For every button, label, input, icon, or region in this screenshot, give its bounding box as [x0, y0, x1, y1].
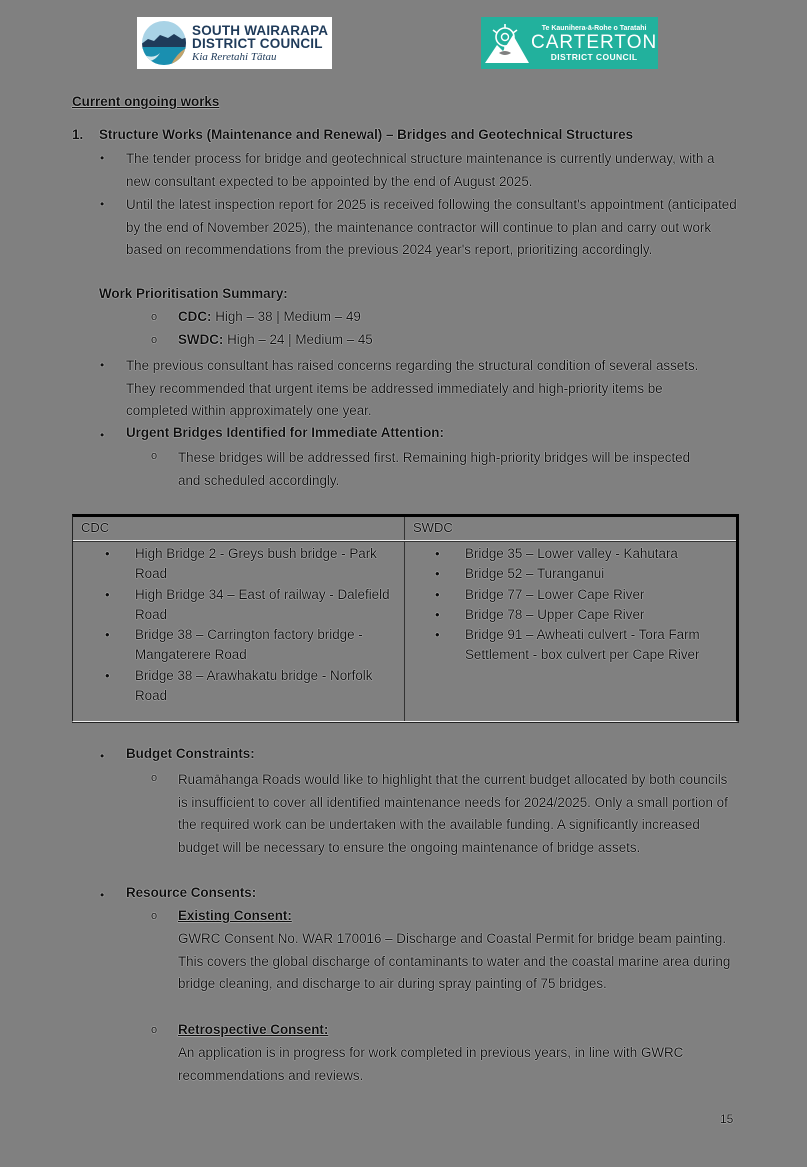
swdc-logo — [137, 17, 332, 69]
bullet-icon: • — [100, 749, 105, 763]
concern-paragraph: The previous consultant has raised concerns regarding the structural condition of several assets. They recommended that urgent items be addressed immediately and high-priority items be completed within approximately one year. — [126, 358, 699, 419]
table-header-cdc: CDC — [81, 520, 110, 535]
cdc-priority-values: High – 38 | Medium – 49 — [215, 309, 361, 324]
swdc-logo-line2: DISTRICT COUNCIL — [192, 36, 323, 51]
swdc-bridge-list — [435, 544, 735, 666]
table-row: • Bridge 38 – Arawhakatu bridge - Norfolk Road — [105, 666, 400, 707]
cdc-priority-row — [178, 309, 361, 324]
table-header-swdc: SWDC — [413, 520, 453, 535]
swdc-logo-line1: SOUTH WAIRARAPA — [192, 22, 329, 38]
urgent-subtext: These bridges will be addressed first. Remaining high-priority bridges will be inspected and scheduled accordingly. — [178, 450, 691, 488]
table-row: • Bridge 78 – Upper Cape River — [435, 605, 735, 625]
sub-bullet-icon: o — [151, 772, 158, 784]
table-row: • Bridge 35 – Lower valley - Kahutara — [435, 544, 735, 564]
table-row: • High Bridge 2 - Greys bush bridge - Park Road — [105, 544, 400, 585]
table-row: • Bridge 91 – Awheati culvert - Tora Farm Settlement - box culvert per Cape River — [435, 625, 735, 666]
inspection-paragraph: Until the latest inspection report for 2025 is received following the consultant's appointment (anticipated by the end of November 2025), the maintenance contractor will continue to plan and carry out work based on recommendations from the previous 2024 year's report, prioritizing accordingly. — [126, 197, 737, 258]
carterton-emblem-icon — [485, 23, 529, 63]
item-number: 1. — [72, 127, 84, 142]
swdc-priority-row — [178, 332, 373, 347]
table-row: • Bridge 77 – Lower Cape River — [435, 585, 735, 605]
table-row: • High Bridge 34 – East of railway - Dalefield Road — [105, 585, 400, 626]
retrospective-consent-heading: Retrospective Consent: — [178, 1022, 329, 1037]
cdc-bridge-list — [105, 544, 400, 706]
bullet-icon: • — [100, 358, 105, 372]
sub-bullet-icon: o — [151, 311, 158, 323]
page-number: 15 — [720, 1112, 734, 1126]
carterton-maori-name: Te Kaunihera-ā-Rohe o Taratahi — [541, 24, 647, 32]
carterton-name: CARTERTON — [531, 31, 658, 53]
existing-consent-text: GWRC Consent No. WAR 170016 – Discharge and Coastal Permit for bridge beam painting. This covers the global discharge of contaminants to water and the coastal marine area during bridge cleaning, and discharge to air during spray painting of 75 bridges. — [178, 931, 731, 992]
sub-bullet-icon: o — [151, 1024, 158, 1036]
column-divider — [404, 517, 405, 721]
item-title: Structure Works (Maintenance and Renewal) – Bridges and Geotechnical Structures — [99, 127, 634, 142]
existing-consent-heading: Existing Consent: — [178, 908, 292, 923]
sub-bullet-icon: o — [151, 450, 158, 462]
carterton-logo — [481, 17, 658, 69]
sub-bullet-icon: o — [151, 334, 158, 346]
tender-paragraph: The tender process for bridge and geotechnical structure maintenance is currently underway, with a new consultant expected to be appointed by the end of August 2025. — [126, 151, 715, 189]
consents-heading: Resource Consents: — [126, 885, 257, 900]
cdc-label: CDC: — [178, 309, 212, 324]
table-row: • Bridge 38 – Carrington factory bridge - Mangaterere Road — [105, 625, 400, 666]
table-row: • Bridge 52 – Turanganui — [435, 564, 735, 584]
bullet-icon: • — [100, 197, 105, 211]
prioritisation-heading: Work Prioritisation Summary: — [99, 286, 288, 301]
retrospective-consent-text: An application is in progress for work completed in previous years, in line with GWRC recommendations and reviews. — [178, 1045, 684, 1083]
budget-paragraph: Ruamāhanga Roads would like to highlight that the current budget allocated by both councils is insufficient to cover all identified maintenance needs for 2024/2025. Only a small portion of the required work can be undertaken with the available funding. A significantly increased budget will be necessary to ensure the ongoing maintenance of bridge assets. — [178, 772, 728, 856]
urgent-bridges-table — [72, 514, 739, 722]
swdc-emblem-icon — [140, 19, 188, 67]
urgent-heading: Urgent Bridges Identified for Immediate Attention: — [126, 425, 444, 440]
swdc-label: SWDC: — [178, 332, 224, 347]
bullet-icon: • — [100, 428, 105, 442]
budget-heading: Budget Constraints: — [126, 746, 255, 761]
swdc-priority-values: High – 24 | Medium – 45 — [227, 332, 373, 347]
sub-bullet-icon: o — [151, 910, 158, 922]
bullet-icon: • — [100, 151, 105, 165]
carterton-subtitle: DISTRICT COUNCIL — [550, 51, 638, 62]
section-title: Current ongoing works — [72, 94, 220, 109]
swdc-logo-tagline: Kia Reretahi Tātau — [192, 50, 277, 63]
bullet-icon: • — [100, 888, 105, 902]
header-divider — [73, 540, 736, 541]
